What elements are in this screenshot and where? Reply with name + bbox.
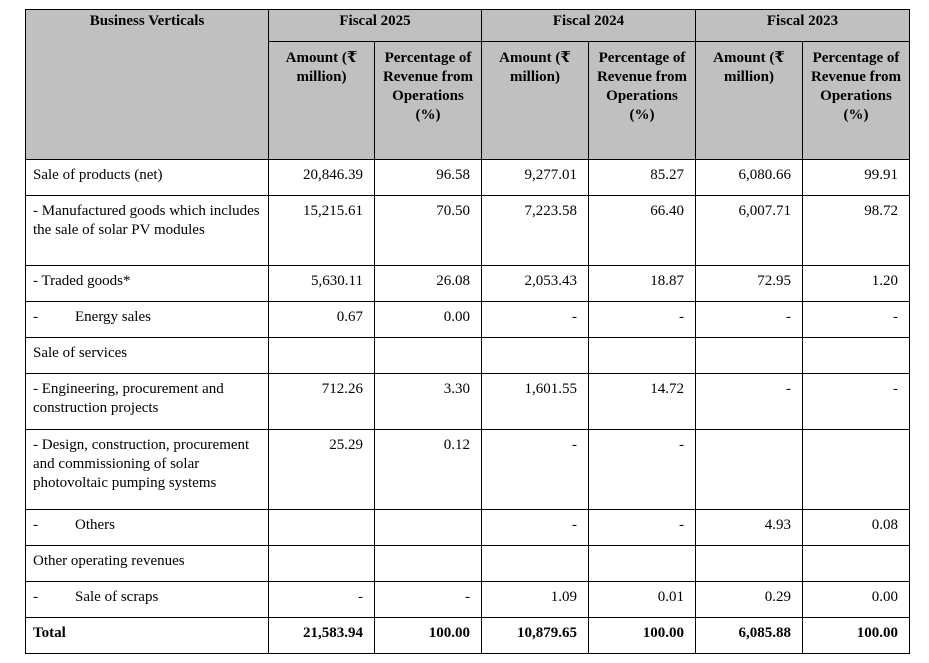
bullet-dash: - <box>33 309 38 325</box>
row-label-cell <box>26 582 269 618</box>
percentage-cell <box>803 546 910 582</box>
amount-cell <box>269 338 375 374</box>
fiscal-2025-header: Fiscal 2025 <box>269 10 482 42</box>
row-label: - Design, construction, procurement and commissioning of solar photovoltaic pumping systems <box>33 437 250 491</box>
table-row <box>26 338 910 374</box>
percentage-cell: 1.20 <box>803 266 910 302</box>
amount-cell: 0.29 <box>696 582 803 618</box>
row-label-cell <box>26 510 269 546</box>
percentage-cell: 26.08 <box>375 266 482 302</box>
percentage-cell <box>375 546 482 582</box>
amount-cell: 4.93 <box>696 510 803 546</box>
table-row <box>26 582 910 618</box>
row-label-cell <box>26 196 269 266</box>
percentage-cell: - <box>589 510 696 546</box>
table-row <box>26 160 910 196</box>
amount-cell: 9,277.01 <box>482 160 589 196</box>
bullet-dash: - <box>33 517 38 533</box>
table-row <box>26 302 910 338</box>
header-row-fiscal <box>26 10 910 42</box>
amount-header: Amount (₹ million) <box>482 42 589 160</box>
business-verticals-header: Business Verticals <box>26 10 269 160</box>
total-label: Total <box>26 618 269 654</box>
row-label: Others <box>75 517 115 533</box>
table-row <box>26 374 910 430</box>
row-label: Sale of services <box>33 345 128 361</box>
percentage-cell: 66.40 <box>589 196 696 266</box>
percentage-cell: 0.00 <box>375 302 482 338</box>
amount-cell <box>482 546 589 582</box>
amount-cell: 15,215.61 <box>269 196 375 266</box>
percentage-cell: 0.01 <box>589 582 696 618</box>
percentage-cell: 85.27 <box>589 160 696 196</box>
amount-cell <box>696 430 803 510</box>
table-row <box>26 266 910 302</box>
revenue-table <box>25 9 910 654</box>
percentage-cell: 0.12 <box>375 430 482 510</box>
table-row <box>26 196 910 266</box>
percentage-cell: 99.91 <box>803 160 910 196</box>
percentage-cell <box>589 338 696 374</box>
row-label: Sale of products (net) <box>33 167 163 183</box>
amount-cell: 20,846.39 <box>269 160 375 196</box>
row-label: Energy sales <box>75 309 151 325</box>
amount-cell: - <box>482 430 589 510</box>
percentage-cell <box>375 510 482 546</box>
table-row <box>26 546 910 582</box>
amount-cell: 1.09 <box>482 582 589 618</box>
percentage-header: Percentage of Revenue from Operations (%) <box>803 42 910 160</box>
amount-cell <box>482 338 589 374</box>
percentage-cell: - <box>803 302 910 338</box>
percentage-cell: - <box>375 582 482 618</box>
total-percentage-cell: 100.00 <box>803 618 910 654</box>
percentage-cell <box>803 338 910 374</box>
percentage-cell: 96.58 <box>375 160 482 196</box>
percentage-cell: - <box>589 302 696 338</box>
table-row <box>26 510 910 546</box>
total-percentage-cell: 100.00 <box>375 618 482 654</box>
amount-cell: 0.67 <box>269 302 375 338</box>
amount-header: Amount (₹ million) <box>696 42 803 160</box>
total-amount-cell: 21,583.94 <box>269 618 375 654</box>
percentage-cell: 14.72 <box>589 374 696 430</box>
amount-header: Amount (₹ million) <box>269 42 375 160</box>
amount-cell <box>696 546 803 582</box>
amount-cell: - <box>482 302 589 338</box>
percentage-cell: 3.30 <box>375 374 482 430</box>
table-row <box>26 430 910 510</box>
percentage-cell: 0.00 <box>803 582 910 618</box>
total-row <box>26 618 910 654</box>
percentage-header: Percentage of Revenue from Operations (%) <box>589 42 696 160</box>
percentage-cell: 70.50 <box>375 196 482 266</box>
fiscal-2024-header: Fiscal 2024 <box>482 10 696 42</box>
row-label: - Manufactured goods which includes the sale of solar PV modules <box>33 203 260 238</box>
amount-cell: - <box>269 582 375 618</box>
percentage-cell <box>803 430 910 510</box>
row-label: - Traded goods* <box>33 273 131 289</box>
row-label-cell <box>26 302 269 338</box>
row-label: Sale of scraps <box>75 589 159 605</box>
amount-cell <box>269 546 375 582</box>
amount-cell: 2,053.43 <box>482 266 589 302</box>
amount-cell: - <box>696 302 803 338</box>
percentage-cell: - <box>589 430 696 510</box>
total-amount-cell: 6,085.88 <box>696 618 803 654</box>
amount-cell: - <box>696 374 803 430</box>
row-label: - Engineering, procurement and construction projects <box>33 381 224 416</box>
row-label-cell <box>26 546 269 582</box>
amount-cell: 72.95 <box>696 266 803 302</box>
percentage-header: Percentage of Revenue from Operations (%) <box>375 42 482 160</box>
total-percentage-cell: 100.00 <box>589 618 696 654</box>
percentage-cell <box>375 338 482 374</box>
bullet-dash: - <box>33 589 38 605</box>
amount-cell: 1,601.55 <box>482 374 589 430</box>
amount-cell: 6,007.71 <box>696 196 803 266</box>
amount-cell <box>269 510 375 546</box>
row-label-cell <box>26 430 269 510</box>
percentage-cell: 0.08 <box>803 510 910 546</box>
percentage-cell: 18.87 <box>589 266 696 302</box>
amount-cell: 6,080.66 <box>696 160 803 196</box>
percentage-cell <box>589 546 696 582</box>
percentage-cell: 98.72 <box>803 196 910 266</box>
row-label-cell <box>26 338 269 374</box>
row-label-cell <box>26 160 269 196</box>
amount-cell <box>696 338 803 374</box>
percentage-cell: - <box>803 374 910 430</box>
total-amount-cell: 10,879.65 <box>482 618 589 654</box>
row-label-cell <box>26 266 269 302</box>
amount-cell: 7,223.58 <box>482 196 589 266</box>
row-label-cell <box>26 374 269 430</box>
row-label: Other operating revenues <box>33 553 185 569</box>
fiscal-2023-header: Fiscal 2023 <box>696 10 910 42</box>
amount-cell: 712.26 <box>269 374 375 430</box>
table-body <box>26 160 910 654</box>
amount-cell: - <box>482 510 589 546</box>
amount-cell: 25.29 <box>269 430 375 510</box>
amount-cell: 5,630.11 <box>269 266 375 302</box>
